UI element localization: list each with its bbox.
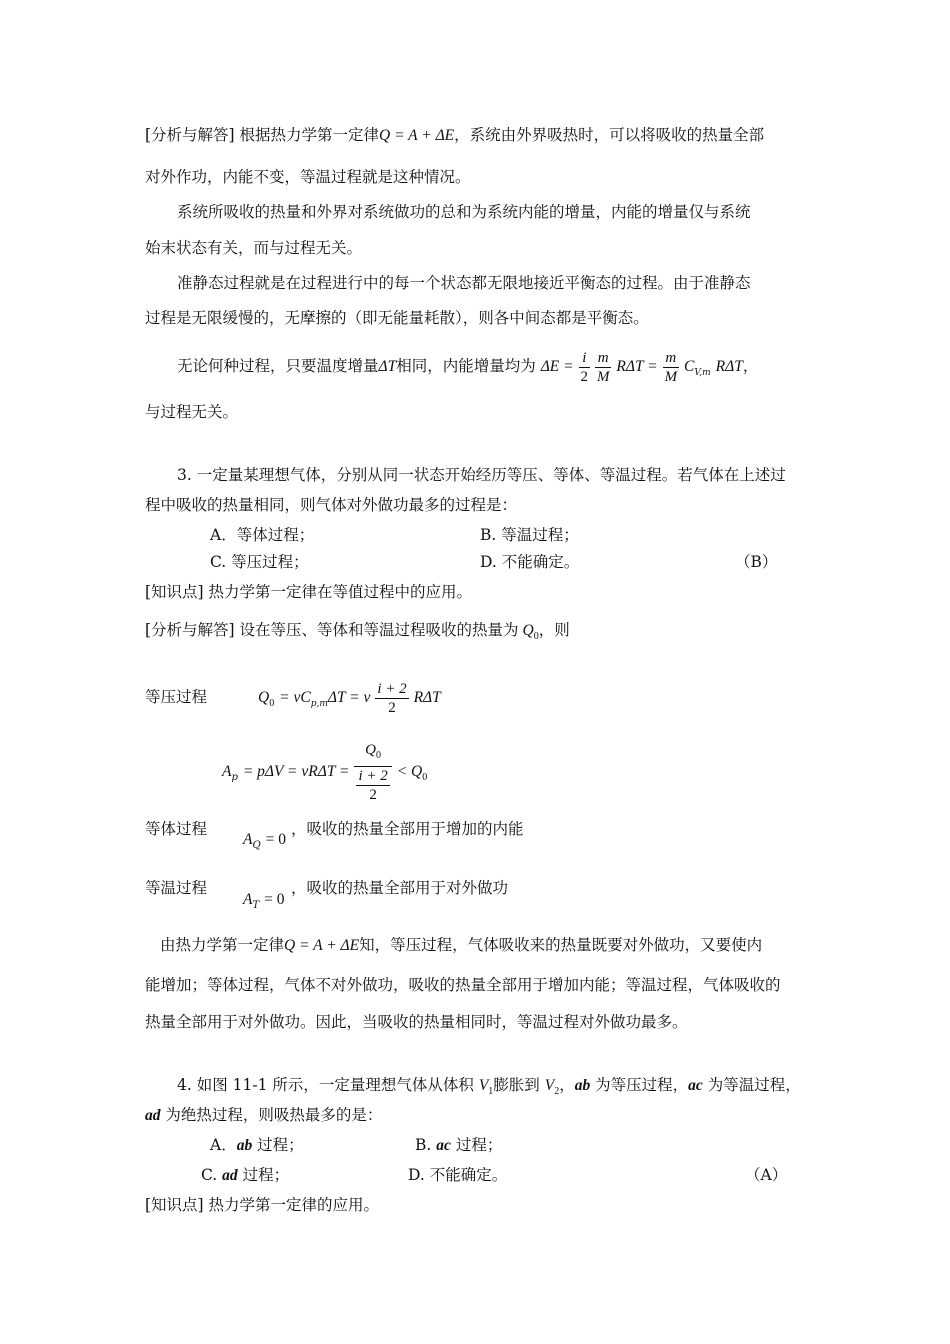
den: 2 (580, 368, 589, 385)
R-delta-T-2: RΔT (715, 358, 743, 375)
q4-line-1 (177, 1075, 801, 1102)
C-Vm-sub: V,m (694, 368, 711, 379)
para2-line-1: 系统所吸收的热量和外界对系统做功的总和为系统内能的增量，内能的增量仅与系统 (177, 203, 751, 221)
Q0: Q (522, 622, 534, 639)
text: ， (742, 357, 759, 375)
V1-sub: 1 (488, 1086, 494, 1098)
isothermal-eq (243, 884, 284, 914)
text: 4. 如图 11-1 所示，一定量理想气体从体积 (177, 1076, 479, 1094)
Q0: Q (258, 689, 270, 706)
ac: ac (688, 1077, 703, 1094)
AT-sub: T (252, 900, 260, 912)
q4-knowledge: [知识点] 热力学第一定律的应用。 (145, 1196, 380, 1214)
AV: A (243, 831, 253, 848)
delta-E-eq: ΔE = (540, 358, 574, 375)
isochoric-text: ，吸收的热量全部用于增加的内能 (291, 820, 524, 838)
text: C. (201, 1166, 223, 1184)
para4-line-1 (177, 344, 758, 388)
eq-mid: = pΔV = νRΔT = (242, 763, 350, 780)
q3-answer: （B） (735, 553, 778, 571)
conclusion-line-3: 热量全部用于对外做功。因此，当吸收的热量相同时，等温过程对外做功最多。 (145, 1013, 688, 1031)
eq-dT: ΔT = ν (327, 689, 371, 706)
C-Vm: C (684, 358, 695, 375)
V2: V (544, 1077, 555, 1094)
rhs: = 0 (264, 891, 285, 908)
Ap-sub: p (231, 772, 238, 784)
q4-option-a (210, 1135, 304, 1156)
rhs: = 0 (265, 831, 286, 848)
q3-option-a: A．等体过程； (210, 526, 315, 544)
q3-option-d: D. 不能确定。 (480, 553, 580, 571)
first-law-equation: Q = A + ΔE (379, 127, 455, 144)
fraction-m-over-M (595, 349, 612, 386)
Q0-sub: 0 (269, 698, 275, 710)
num: i + 2 (358, 768, 388, 784)
para4-line-2: 与过程无关。 (145, 403, 239, 421)
q4-answer: （A） (745, 1166, 788, 1184)
text: ， (559, 1076, 575, 1094)
text: ，系统由外界吸热时，可以将吸收的热量全部 (454, 126, 765, 144)
text: 过程； (450, 1136, 503, 1154)
isobaric-Q0-eq (258, 674, 441, 720)
text: 为等温过程， (702, 1076, 801, 1094)
q3-option-b: B. 等温过程； (480, 526, 579, 544)
num: i + 2 (377, 680, 407, 697)
analysis-tag: [分析与解答] (145, 126, 235, 144)
q4-line-2 (145, 1105, 382, 1126)
text: 根据热力学第一定律 (234, 126, 380, 144)
text: [分析与解答] 设在等压、等体和等温过程吸收的热量为 (145, 621, 519, 639)
R-delta-T: RΔT = (616, 358, 658, 375)
ad: ad (222, 1167, 238, 1184)
ad: ad (145, 1107, 161, 1124)
eq-end: < Q (396, 763, 423, 780)
delta-T: ΔT (378, 358, 397, 375)
para3-line-2: 过程是无限缓慢的，无摩擦的（即无能量耗散），则各中间态都是平衡态。 (145, 309, 649, 327)
den: 2 (369, 787, 377, 803)
analysis-line-1 (145, 125, 764, 146)
den (354, 767, 391, 804)
V1: V (478, 1077, 489, 1094)
isobaric-label: 等压过程 (145, 688, 208, 706)
AV-sub: Q (252, 840, 261, 852)
isothermal-label: 等温过程 (145, 879, 208, 897)
Cpm-sub: p,m (310, 699, 328, 710)
para2-line-2: 始末状态有关，而与过程无关。 (145, 239, 363, 257)
Q0: Q (365, 742, 377, 758)
fraction-m-over-M-2 (663, 349, 680, 386)
first-law-equation: Q = A + ΔE (284, 937, 360, 954)
text: B. (415, 1136, 437, 1154)
den: 2 (388, 699, 396, 716)
Q0-sub: 0 (422, 772, 428, 784)
q3-option-c: C. 等压过程； (210, 553, 309, 571)
den: M (664, 368, 678, 385)
eq-end: RΔT (413, 689, 441, 706)
text: 过程； (252, 1136, 304, 1154)
q3-knowledge: [知识点] 热力学第一定律在等值过程中的应用。 (145, 583, 473, 601)
isobaric-Ap-eq (222, 735, 427, 807)
q3-line-1: 3. 一定量某理想气体，分别从同一状态开始经历等压、等体、等温过程。若气体在上述过 (177, 466, 786, 484)
text: 由热力学第一定律 (160, 936, 285, 954)
isochoric-label: 等体过程 (145, 820, 208, 838)
text: ，则 (538, 621, 570, 639)
AT: A (243, 891, 253, 908)
num: i (579, 349, 591, 368)
text: 过程； (237, 1166, 290, 1184)
isothermal-text: ，吸收的热量全部用于对外做功 (291, 879, 509, 897)
ac: ac (436, 1137, 451, 1154)
text: 膨胀到 (493, 1076, 545, 1094)
text: 无论何种过程，只要温度增量 (177, 357, 379, 375)
fraction-i-over-2 (579, 349, 591, 386)
q4-option-d: D. 不能确定。 (408, 1166, 508, 1184)
conclusion-line-1 (160, 935, 762, 956)
V2-sub: 2 (554, 1086, 560, 1098)
Q0-sub: 0 (376, 750, 382, 761)
fraction-i2-over-2 (375, 680, 408, 717)
text: 相同，内能增量均为 (396, 357, 536, 375)
conclusion-line-2: 能增加；等体过程，气体不对外做功，吸收的热量全部用于增加内能；等温过程，气体吸收的 (145, 976, 781, 994)
num: m (663, 349, 680, 368)
fraction-Q0-over-i2-2 (354, 740, 391, 804)
isochoric-eq (243, 824, 286, 854)
analysis-line-2: 对外作功，内能不变，等温过程就是这种情况。 (145, 168, 471, 186)
den: M (596, 368, 610, 385)
eq-mid: = νC (279, 689, 311, 706)
text: 为绝热过程，则吸热最多的是： (160, 1106, 383, 1124)
num: m (595, 349, 612, 368)
para3-line-1: 准静态过程就是在过程进行中的每一个状态都无限地接近平衡态的过程。由于准静态 (177, 274, 751, 292)
ab: ab (574, 1077, 591, 1094)
q3-analysis (145, 620, 570, 647)
text: A． (210, 1136, 237, 1154)
q4-option-b (415, 1135, 502, 1156)
q4-option-c (201, 1165, 289, 1186)
Q0-sub: 0 (533, 631, 539, 643)
inner-fraction (356, 767, 389, 804)
q3-line-2: 程中吸收的热量相同，则气体对外做功最多的过程是： (145, 496, 518, 514)
text: 为等压过程， (590, 1076, 689, 1094)
Ap: A (222, 763, 232, 780)
text: 知，等压过程，气体吸收来的热量既要对外做功，又要使内 (359, 936, 763, 954)
num (354, 740, 391, 767)
ab: ab (236, 1137, 253, 1154)
